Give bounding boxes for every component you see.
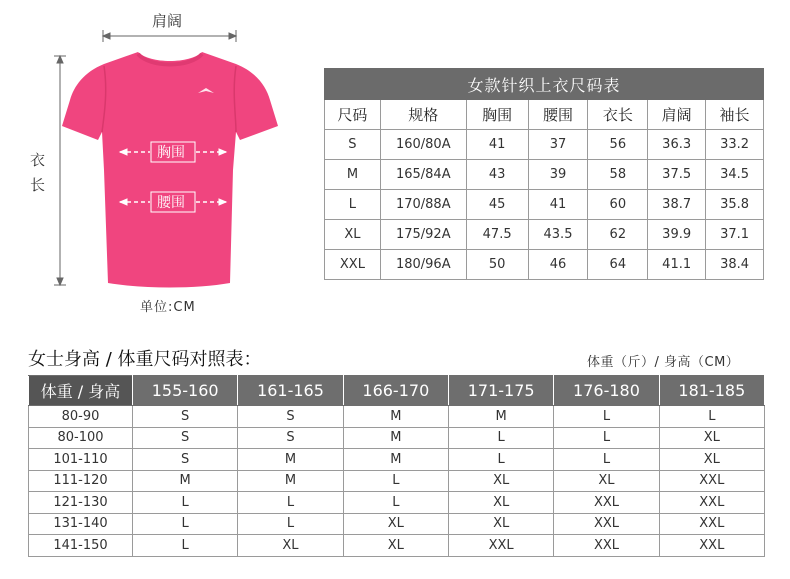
header-cell: 体重 / 身高 <box>29 376 133 406</box>
table-cell: L <box>448 427 553 449</box>
table-cell: 47.5 <box>466 220 528 250</box>
table-cell: 37.5 <box>648 160 706 190</box>
table-cell: XXL <box>448 535 553 557</box>
table-cell: M <box>448 406 553 428</box>
header-cell: 155-160 <box>133 376 238 406</box>
fit-table-unit: 体重（斤）/ 身高（CM） <box>587 355 740 370</box>
table-cell: L <box>133 492 238 514</box>
table-row <box>325 190 764 220</box>
table-cell: L <box>554 449 659 471</box>
tshirt-shape <box>62 52 278 288</box>
table-cell: 37 <box>528 130 588 160</box>
table-cell: 39 <box>528 160 588 190</box>
header-cell: 176-180 <box>554 376 659 406</box>
header-cell: 衣长 <box>588 100 648 130</box>
table-cell: 62 <box>588 220 648 250</box>
table-cell: S <box>238 406 343 428</box>
table-cell: 35.8 <box>706 190 764 220</box>
header-cell: 181-185 <box>659 376 764 406</box>
table-cell: 45 <box>466 190 528 220</box>
table-cell: L <box>659 406 764 428</box>
table-cell: 37.1 <box>706 220 764 250</box>
header-cell: 规格 <box>380 100 466 130</box>
waist-label: 腰围 <box>157 195 185 211</box>
table-cell: 38.7 <box>648 190 706 220</box>
unit-label: 单位:CM <box>140 300 196 315</box>
table-cell: 43 <box>466 160 528 190</box>
table-cell: L <box>554 427 659 449</box>
size-table-body <box>325 130 764 280</box>
table-cell: XXL <box>659 513 764 535</box>
table-cell: L <box>133 535 238 557</box>
table-row <box>29 406 765 428</box>
table-cell: 180/96A <box>380 250 466 280</box>
table-cell: XL <box>554 470 659 492</box>
table-cell: XL <box>659 427 764 449</box>
shoulder-dimension <box>103 30 236 42</box>
table-cell: L <box>343 470 448 492</box>
table-cell: 121-130 <box>29 492 133 514</box>
fit-table <box>28 375 765 557</box>
table-cell: 80-100 <box>29 427 133 449</box>
size-table-title: 女款针织上衣尺码表 <box>325 69 764 100</box>
chest-label: 胸围 <box>157 145 185 161</box>
table-row <box>325 160 764 190</box>
header-cell: 腰围 <box>528 100 588 130</box>
table-cell: XL <box>448 492 553 514</box>
table-cell: XL <box>343 535 448 557</box>
table-cell: L <box>448 449 553 471</box>
header-cell: 尺码 <box>325 100 381 130</box>
table-cell: XL <box>448 470 553 492</box>
table-cell: S <box>133 406 238 428</box>
table-cell: L <box>554 406 659 428</box>
table-cell: 39.9 <box>648 220 706 250</box>
header-cell: 胸围 <box>466 100 528 130</box>
table-cell: S <box>133 449 238 471</box>
table-cell: 56 <box>588 130 648 160</box>
table-cell: 64 <box>588 250 648 280</box>
table-cell: XXL <box>659 492 764 514</box>
fit-table-title: 女士身高 / 体重尺码对照表： <box>28 349 262 370</box>
table-cell: 46 <box>528 250 588 280</box>
table-cell: M <box>238 449 343 471</box>
table-cell: L <box>238 513 343 535</box>
table-cell: S <box>133 427 238 449</box>
table-cell: 41 <box>528 190 588 220</box>
fit-table-body <box>29 406 765 557</box>
length-label-1: 衣 <box>30 151 46 169</box>
table-cell: 33.2 <box>706 130 764 160</box>
table-row <box>29 427 765 449</box>
table-cell: 131-140 <box>29 513 133 535</box>
table-cell: 38.4 <box>706 250 764 280</box>
table-cell: XXL <box>554 513 659 535</box>
table-cell: 170/88A <box>380 190 466 220</box>
table-cell: XXL <box>659 535 764 557</box>
table-cell: M <box>238 470 343 492</box>
table-cell: S <box>238 427 343 449</box>
table-cell: XXL <box>554 535 659 557</box>
table-cell: 43.5 <box>528 220 588 250</box>
table-cell: 34.5 <box>706 160 764 190</box>
table-cell: L <box>343 492 448 514</box>
table-cell: 41 <box>466 130 528 160</box>
table-cell: M <box>133 470 238 492</box>
table-row <box>29 513 765 535</box>
table-cell: L <box>238 492 343 514</box>
table-row <box>29 449 765 471</box>
header-cell: 肩阔 <box>648 100 706 130</box>
table-cell: 58 <box>588 160 648 190</box>
length-dimension <box>54 56 66 285</box>
header-cell: 166-170 <box>343 376 448 406</box>
table-cell: 160/80A <box>380 130 466 160</box>
table-cell: XXL <box>554 492 659 514</box>
table-cell: XL <box>448 513 553 535</box>
tshirt-diagram <box>0 0 300 330</box>
table-row <box>325 130 764 160</box>
table-cell: M <box>343 406 448 428</box>
table-cell: 36.3 <box>648 130 706 160</box>
table-cell: XL <box>238 535 343 557</box>
size-table-header-row <box>325 100 764 130</box>
header-cell: 袖长 <box>706 100 764 130</box>
table-cell: 60 <box>588 190 648 220</box>
table-cell: 50 <box>466 250 528 280</box>
fit-table-header-row <box>29 376 765 406</box>
table-row <box>325 220 764 250</box>
table-cell: 141-150 <box>29 535 133 557</box>
table-row <box>29 535 765 557</box>
table-cell: 175/92A <box>380 220 466 250</box>
table-cell: XL <box>325 220 381 250</box>
table-cell: 101-110 <box>29 449 133 471</box>
table-cell: 41.1 <box>648 250 706 280</box>
table-cell: 111-120 <box>29 470 133 492</box>
header-cell: 171-175 <box>448 376 553 406</box>
table-cell: L <box>133 513 238 535</box>
table-cell: XL <box>659 449 764 471</box>
table-cell: M <box>343 449 448 471</box>
header-cell: 161-165 <box>238 376 343 406</box>
size-table <box>324 68 764 280</box>
length-label-2: 长 <box>30 176 46 194</box>
table-row <box>29 492 765 514</box>
table-cell: M <box>325 160 381 190</box>
shoulder-label: 肩阔 <box>152 12 183 30</box>
table-cell: 80-90 <box>29 406 133 428</box>
table-cell: M <box>343 427 448 449</box>
table-cell: S <box>325 130 381 160</box>
table-row <box>325 250 764 280</box>
table-cell: L <box>325 190 381 220</box>
table-row <box>29 470 765 492</box>
table-cell: 165/84A <box>380 160 466 190</box>
table-cell: XL <box>343 513 448 535</box>
table-cell: XXL <box>325 250 381 280</box>
table-cell: XXL <box>659 470 764 492</box>
